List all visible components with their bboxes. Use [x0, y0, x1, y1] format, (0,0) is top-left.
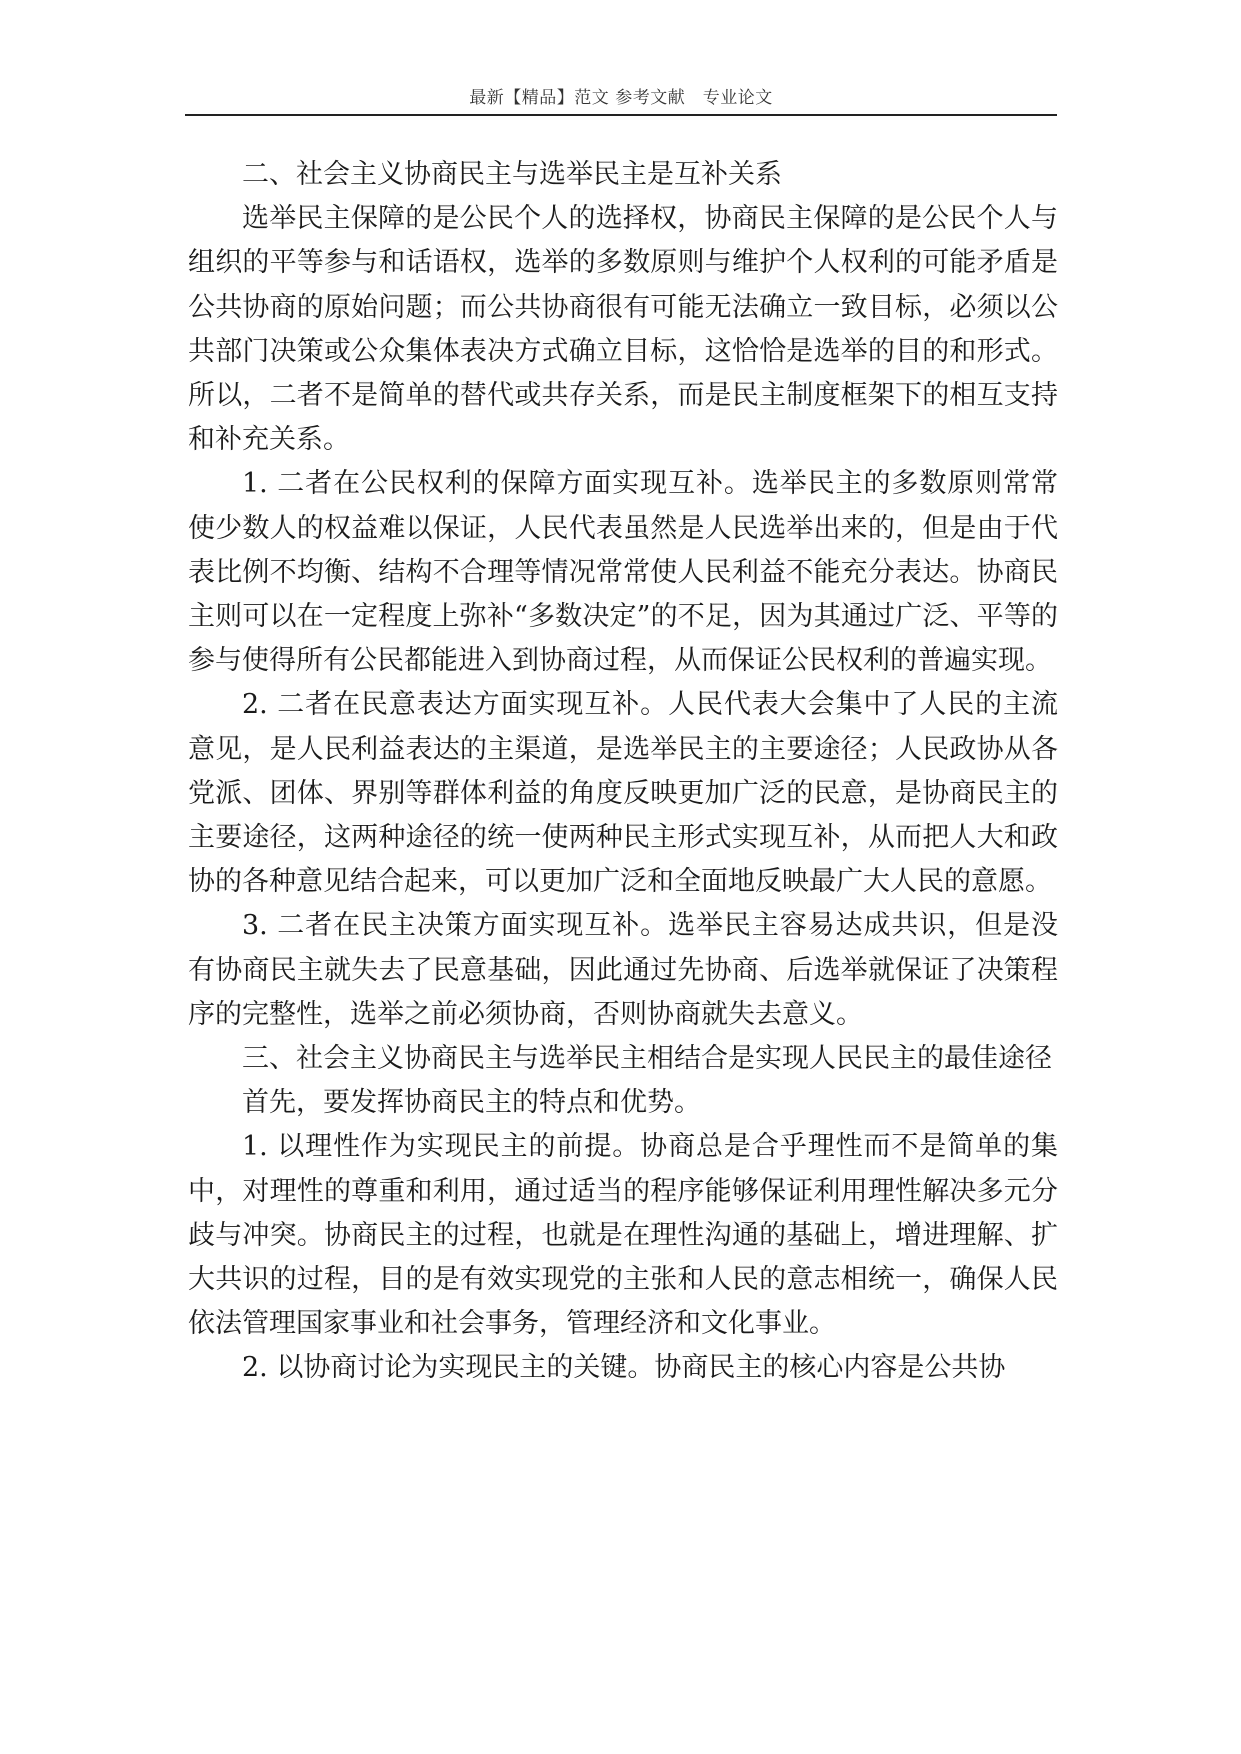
body-paragraph: 1. 以理性作为实现民主的前提。协商总是合乎理性而不是简单的集中，对理性的尊重和利用，通过适当的程序能够保证利用理性解决多元分歧与冲突。协商民主的过程，也就是在理性沟通的基础上，增进理解、扩大共识的过程，目的是有效实现党的主张和人民的意志相统一，确保人民依法管理国家事业和社会事务，管理经济和文化事业。: [188, 1131, 1058, 1340]
header-divider: [185, 114, 1057, 116]
section-heading-2: 二、社会主义协商民主与选举民主是互补关系: [242, 159, 782, 190]
body-paragraph: 2. 二者在民意表达方面实现互补。人民代表大会集中了人民的主流意见，是人民利益表达的主渠道，是选举民主的主要途径；人民政协从各党派、团体、界别等群体利益的角度反映更加广泛的民意，是协商民主的主要途径，这两种途径的统一使两种民主形式实现互补，从而把人大和政协的各种意见结合起来，可以更加广泛和全面地反映最广大人民的意愿。: [188, 689, 1058, 898]
body-paragraph: 首先，要发挥协商民主的特点和优势。: [242, 1087, 701, 1119]
document-body: [188, 153, 1058, 1391]
body-paragraph: 1. 二者在公民权利的保障方面实现互补。选举民主的多数原则常常使少数人的权益难以保证，人民代表虽然是人民选举出来的，但是由于代表比例不均衡、结构不合理等情况常常使人民利益不能充分表达。协商民主则可以在一定程度上弥补“多数决定”的不足，因为其通过广泛、平等的参与使得所有公民都能进入到协商过程，从而保证公民权利的普遍实现。: [188, 468, 1058, 677]
page-header: 最新【精品】范文 参考文献 专业论文: [469, 88, 773, 108]
body-paragraph: 2. 以协商讨论为实现民主的关键。协商民主的核心内容是公共协: [242, 1352, 1006, 1384]
body-paragraph: 选举民主保障的是公民个人的选择权，协商民主保障的是公民个人与组织的平等参与和话语权，选举的多数原则与维护个人权利的可能矛盾是公共协商的原始问题；而公共协商很有可能无法确立一致目标，必须以公共部门决策或公众集体表决方式确立目标，这恰恰是选举的目的和形式。所以，二者不是简单的替代或共存关系，而是民主制度框架下的相互支持和补充关系。: [188, 203, 1058, 456]
body-paragraph: 3. 二者在民主决策方面实现互补。选举民主容易达成共识，但是没有协商民主就失去了民意基础，因此通过先协商、后选举就保证了决策程序的完整性，选举之前必须协商，否则协商就失去意义。: [188, 910, 1058, 1030]
section-heading-3: 三、社会主义协商民主与选举民主相结合是实现人民民主的最佳途径: [242, 1043, 1052, 1075]
